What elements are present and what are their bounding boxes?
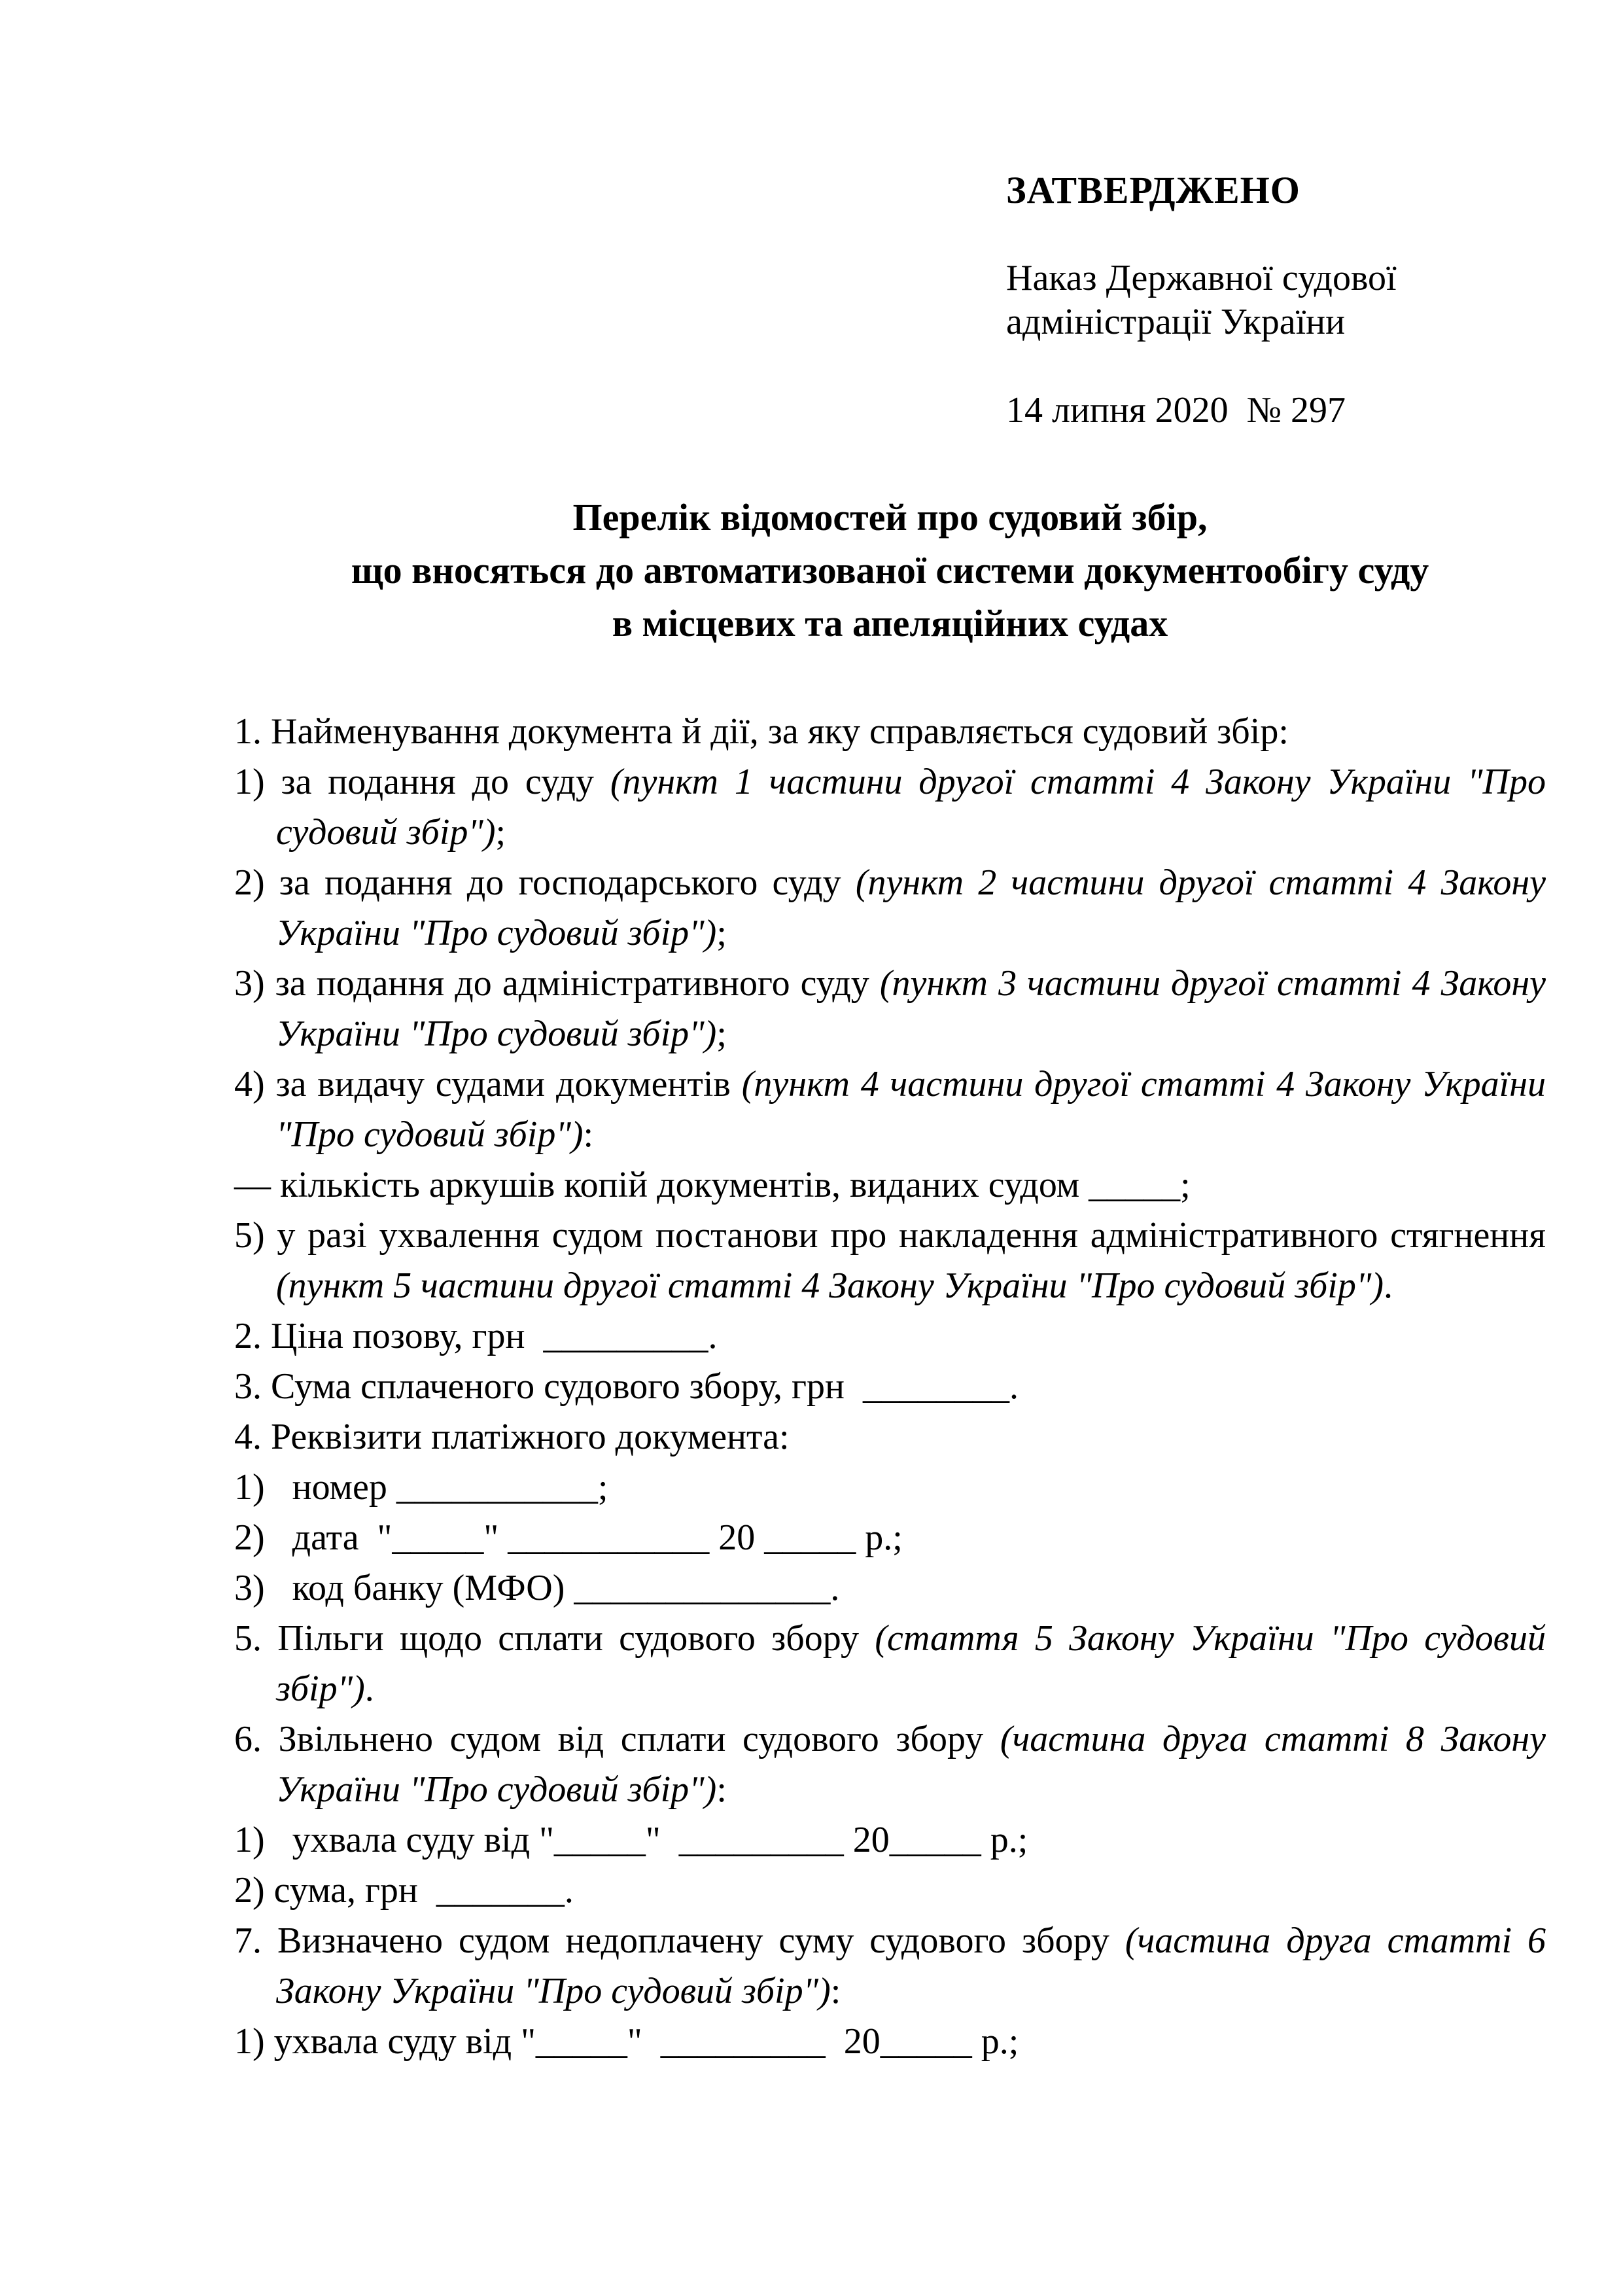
law-citation-italic: (пункт 5 частини другої статті 4 Закону України "Про судовий збір") — [276, 1265, 1384, 1306]
paragraph-text: ; — [716, 1014, 727, 1054]
item-1-sub-5 — [234, 1210, 1546, 1311]
paragraph-text: 6. Звільнено судом від сплати судового збору — [234, 1719, 1000, 1759]
paragraph-text: — кількість аркушів копій документів, виданих судом _____; — [234, 1165, 1191, 1205]
item-4-sub-2 — [234, 1513, 1546, 1563]
paragraph-text: 1) номер ___________; — [234, 1467, 608, 1508]
item-3 — [234, 1362, 1546, 1412]
item-1-sub-4 — [234, 1059, 1546, 1160]
law-citation-italic: (стаття 5 Закону України "Про судовий збір") — [276, 1618, 1546, 1709]
paragraph-text: . — [364, 1669, 374, 1709]
document-title-line1: Перелік відомостей про судовий збір, — [572, 496, 1208, 539]
item-4-heading — [234, 1412, 1546, 1462]
approval-block — [1006, 168, 1546, 433]
paragraph-text: 2) сума, грн _______. — [234, 1870, 574, 1911]
law-citation-italic: (пункт 1 частини другої статті 4 Закону України "Про судовий збір") — [276, 762, 1546, 853]
item-1-sub-1 — [234, 757, 1546, 858]
item-7-heading — [234, 1916, 1546, 2017]
paragraph-text: 1) за подання до суду — [234, 762, 610, 802]
paragraph-text: 1. Найменування документа й дії, за яку справляється судовий збір: — [234, 711, 1289, 752]
paragraph-text: 5) у разі ухвалення судом постанови про накладення адміністративного стягнення — [234, 1215, 1546, 1256]
paragraph-text: 5. Пільги щодо сплати судового збору — [234, 1618, 875, 1659]
order-reference-line1: Наказ Державної судової — [1006, 258, 1397, 298]
paragraph-text: ; — [716, 913, 727, 953]
paragraph-text: 1) ухвала суду від "_____" _________ 20_____ р.; — [234, 2021, 1019, 2062]
document-title-line2: що вносяться до автоматизованої системи документообігу суду — [351, 549, 1429, 592]
paragraph-text: 2) за подання до господарського суду — [234, 862, 856, 903]
item-4-sub-3 — [234, 1563, 1546, 1614]
item-5 — [234, 1614, 1546, 1714]
item-2 — [234, 1311, 1546, 1362]
paragraph-text: . — [1384, 1265, 1393, 1306]
item-4-sub-1 — [234, 1462, 1546, 1513]
law-citation-italic: (частина друга статті 8 Закону України "Про судовий збір") — [276, 1719, 1546, 1810]
paragraph-text: 2. Ціна позову, грн _________. — [234, 1316, 718, 1356]
paragraph-text: 3. Сума сплаченого судового збору, грн ________. — [234, 1366, 1019, 1407]
paragraph-text: 1) ухвала суду від "_____" _________ 20_____ р.; — [234, 1820, 1028, 1860]
item-6-sub-2 — [234, 1865, 1546, 1916]
item-1-sub-2 — [234, 858, 1546, 959]
paragraph-text: 4. Реквізити платіжного документа: — [234, 1417, 790, 1457]
law-citation-italic: (частина друга статті 6 Закону України "Про судовий збір") — [276, 1920, 1546, 2011]
law-citation-italic: (пункт 3 частини другої статті 4 Закону України "Про судовий збір") — [276, 963, 1546, 1054]
approved-stamp: ЗАТВЕРДЖЕНО — [1006, 169, 1300, 211]
order-date-number: 14 липня 2020 № 297 — [1006, 390, 1346, 431]
paragraph-text: 3) код банку (МФО) ______________. — [234, 1568, 840, 1608]
document-body — [234, 707, 1546, 2067]
paragraph-text: : — [716, 1769, 727, 1810]
item-7-sub-1 — [234, 2017, 1546, 2067]
paragraph-text: : — [830, 1971, 841, 2011]
paragraph-text: 4) за видачу судами документів — [234, 1064, 742, 1104]
paragraph-text: : — [583, 1114, 594, 1155]
paragraph-text: ; — [495, 812, 506, 853]
law-citation-italic: (пункт 2 частини другої статті 4 Закону України "Про судовий збір") — [276, 862, 1546, 953]
item-1-sub-4-dash — [234, 1160, 1546, 1210]
paragraph-text: 7. Визначено судом недоплачену суму судового збору — [234, 1920, 1125, 1961]
item-6-sub-1 — [234, 1815, 1546, 1865]
document-title-line3: в місцевих та апеляційних судах — [612, 602, 1168, 645]
item-1-sub-3 — [234, 959, 1546, 1059]
paragraph-text: 2) дата "_____" ___________ 20 _____ р.; — [234, 1517, 903, 1558]
paragraph-text: 3) за подання до адміністративного суду — [234, 963, 880, 1004]
item-6-heading — [234, 1714, 1546, 1815]
law-citation-italic: (пункт 4 частини другої статті 4 Закону України "Про судовий збір") — [276, 1064, 1546, 1155]
document-title — [234, 491, 1546, 650]
order-reference — [1006, 256, 1546, 344]
item-1-heading — [234, 707, 1546, 757]
order-reference-line2: адміністрації України — [1006, 302, 1346, 342]
